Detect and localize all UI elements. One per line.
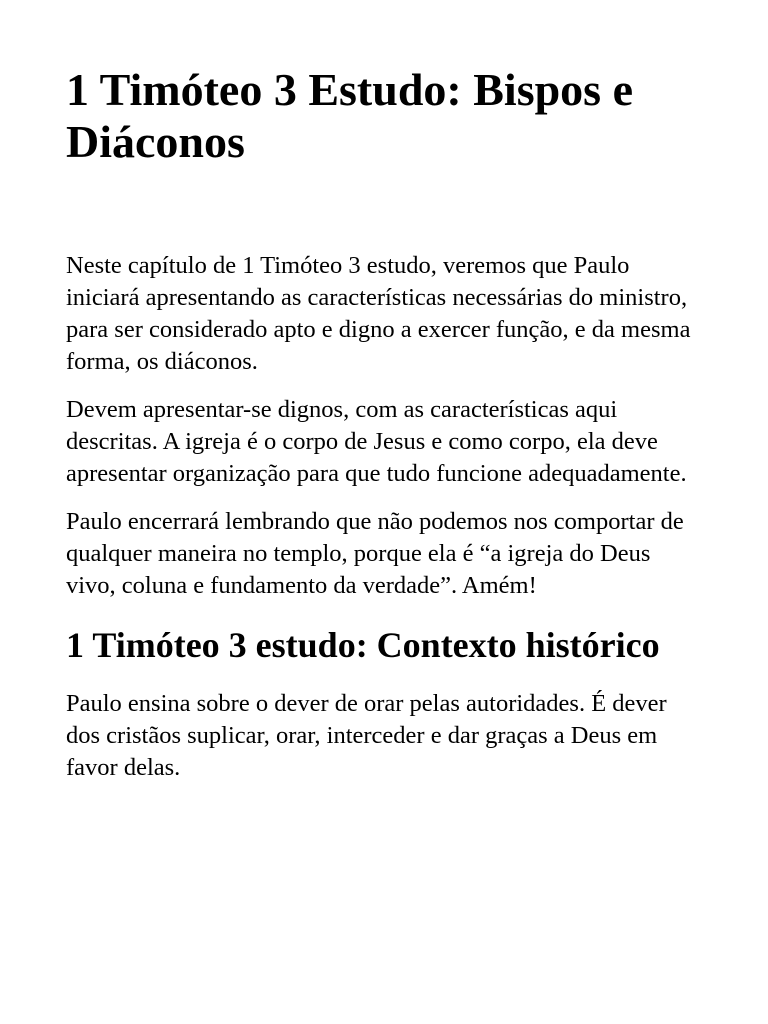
intro-paragraph-1: Neste capítulo de 1 Timóteo 3 estudo, veremos que Paulo iniciará apresentando as características necessárias do ministro, para ser considerado apto e digno a exercer função, e da mesma forma, os diáconos. (66, 252, 691, 375)
intro-paragraph-3: Paulo encerrará lembrando que não podemos nos comportar de qualquer maneira no templo, porque ela é “a igreja do Deus vivo, coluna e fundamento da verdade”. Amém! (66, 508, 684, 599)
page-title: 1 Timóteo 3 Estudo: Bispos e Diáconos (66, 64, 634, 167)
document-page (66, 64, 706, 800)
intro-paragraph-2: Devem apresentar-se dignos, com as características aqui descritas. A igreja é o corpo de Jesus e como corpo, ela deve apresentar organização para que tudo funcione adequadamente. (66, 396, 687, 487)
section-heading: 1 Timóteo 3 estudo: Contexto histórico (66, 625, 660, 665)
section-paragraph-1: Paulo ensina sobre o dever de orar pelas autoridades. É dever dos cristãos suplicar, orar, interceder e dar graças a Deus em favor delas. (66, 690, 667, 781)
